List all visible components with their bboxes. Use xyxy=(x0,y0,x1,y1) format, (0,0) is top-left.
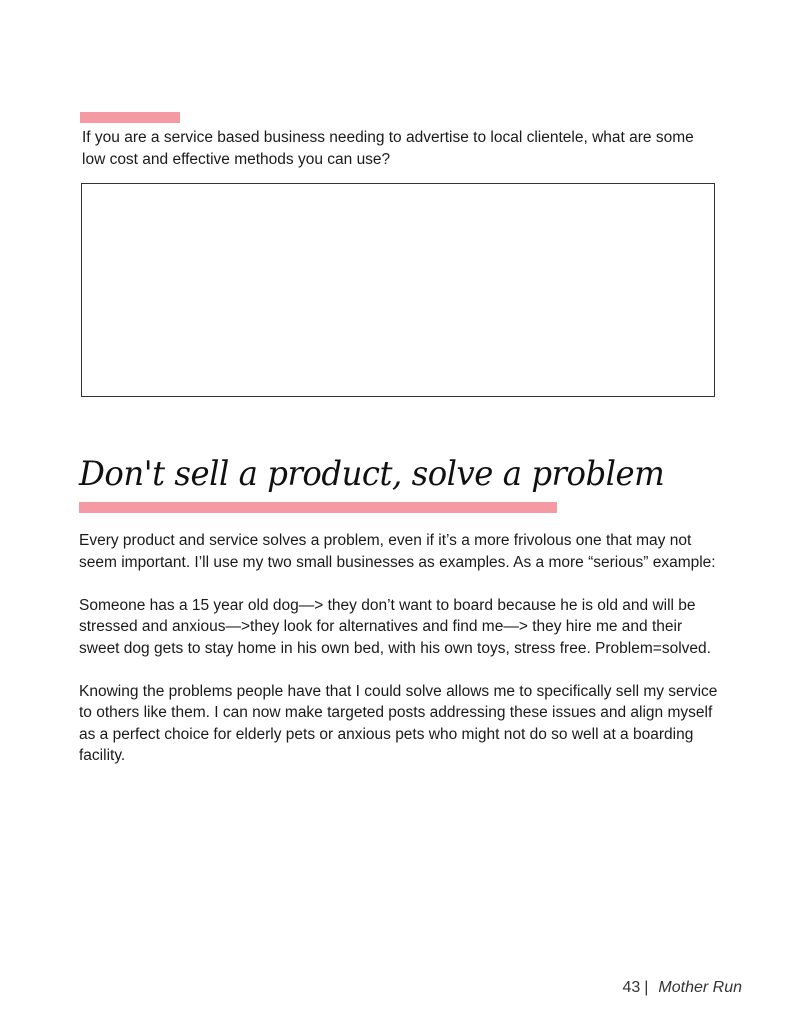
paragraph: Someone has a 15 year old dog—> they don’t want to board because he is old and will be stressed and anxious—>they look for alternatives and find me—> they hire me and their sweet dog gets to stay home in his own bed, with his own toys, stress free. Problem=solved. xyxy=(79,596,711,657)
footer-separator: | xyxy=(644,979,649,996)
answer-box[interactable] xyxy=(81,183,715,397)
question-text: If you are a service based business needing to advertise to local clientele, what are some low cost and effective methods you can use? xyxy=(82,129,694,168)
paragraph: Knowing the problems people have that I could solve allows me to specifically sell my service to others like them. I can now make targeted posts addressing these issues and align myself as a perfect choice for elderly pets or anxious pets who might not do so well at a boarding facility. xyxy=(79,682,718,764)
section-heading: Don't sell a product, solve a problem xyxy=(79,454,665,494)
section-heading-group xyxy=(79,452,665,516)
page-number: 43 xyxy=(622,979,641,996)
brand-name: Mother Run xyxy=(658,979,742,996)
paragraph: Every product and service solves a problem, even if it’s a more frivolous one that may not seem important. I’ll use my two small businesses as examples. As a more “serious” example: xyxy=(79,532,716,571)
body-text xyxy=(79,530,719,788)
heading-accent-bar xyxy=(79,502,557,513)
accent-bar xyxy=(80,112,180,123)
page-footer xyxy=(622,979,742,997)
